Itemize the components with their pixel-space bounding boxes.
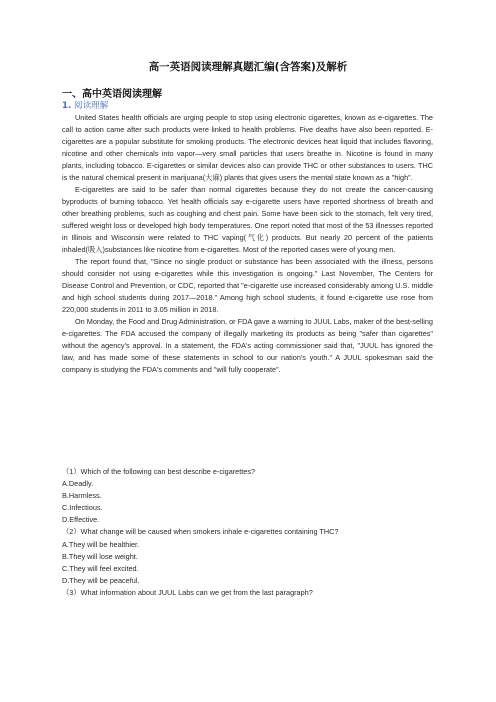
passage-paragraph-2: E-cigarettes are said to be safer than normal cigarettes because they do not create the cancer-causing byproducts of burning tobacco. Yet health officials say e-cigarette users have reported shortness of breath and other breathing problems, such as coughing and chest pain. Some have been sick to the stomach, felt very tired, suffered weight loss or developed high body temperatures. One report noted that most of the 53 illnesses reported in Illinois and Wisconsin were related to THC vaping(气化) products. But nearly 20 percent of the patients inhaled(吸入)substances like nicotine from e-cigarettes. Most of the reported cases were of young men. <box>62 185 433 254</box>
question-3-stem: （3）What information about JUUL Labs can we get from the last paragraph? <box>62 587 313 597</box>
question-label: 阅读理解 <box>73 101 109 111</box>
passage-paragraph-1: United States health officials are urging people to stop using electronic cigarettes, known as e-cigarettes. The call to action came after such products were linked to health problems. Five deaths have also been reported. E-cigarettes are a popular substitute for smoking products. The electronic devices heat liquid that includes flavoring, nicotine and other chemicals into vapor—very small particles that users breathe in. Nicotine is found in many plants, including tobacco. E-cigarettes or similar devices also can provide THC or other substances to users. THC is the natural chemical present in marijuana(大麻) plants that gives users the mental state known as a "high". <box>62 113 433 182</box>
passage-paragraph-4: On Monday, the Food and Drug Administration, or FDA gave a warning to JUUL Labs, maker of the best-selling e-cigarettes. The FDA accused the company of illegally marketing its products as being "safer than cigarettes" without the agency's approval. In a statement, the FDA's acting commissioner said that, "JUUL has ignored the law, and has made some of these statements in school to our nation's youth." A JUUL spokesman said the company is studying the FDA's comments and "will fully cooperate". <box>62 317 433 374</box>
passage-paragraph-3: The report found that, "Since no single product or substance has been associated with the illness, persons should consider not using e-cigarettes while this investigation is ongoing." Last November, The Centers for Disease Control and Prevention, or CDC, reported that "e-cigarette use increased considerably among U.S. middle and high school students during 2017—2018." Among high school students, it found e-cigarette use rose from 220,000 students in 2011 to 3.05 million in 2018. <box>62 257 433 314</box>
section-heading: 一、高中英语阅读理解 <box>62 89 162 100</box>
question-1-option-a: A.Deadly. <box>62 479 94 489</box>
question-1-option-d: D.Effective. <box>62 515 100 525</box>
question-2-option-b: B.They will lose weight. <box>62 551 138 561</box>
question-heading <box>62 99 108 111</box>
question-1-stem: （1）Which of the following can best describe e-cigarettes? <box>62 467 256 476</box>
question-1-option-c: C.Infectious. <box>62 503 103 513</box>
page-title: 高一英语阅读理解真题汇编(含答案)及解析 <box>148 61 348 73</box>
question-number: 1. <box>62 101 72 111</box>
question-2-stem: （2）What change will be caused when smokers inhale e-cigarettes containing THC? <box>62 527 339 537</box>
question-2-option-a: A.They will be healthier. <box>62 539 140 549</box>
question-1-option-b: B.Harmless. <box>62 491 102 501</box>
question-2-option-d: D.They will be peaceful. <box>62 575 140 585</box>
question-2-option-c: C.They will feel excited. <box>62 563 139 573</box>
reading-passage <box>62 112 433 376</box>
question-list <box>62 466 433 599</box>
